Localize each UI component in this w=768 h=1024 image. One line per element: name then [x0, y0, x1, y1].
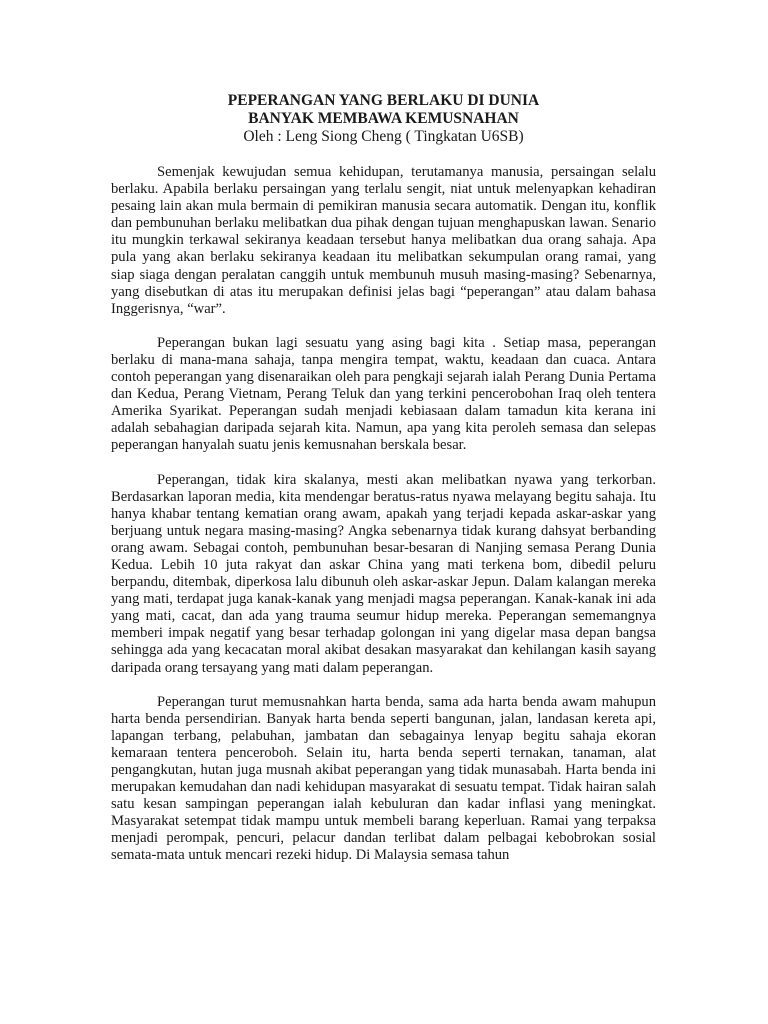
author-line: Oleh : Leng Siong Cheng ( Tingkatan U6SB): [243, 128, 524, 145]
paragraph-2: Peperangan bukan lagi sesuatu yang asing bagi kita . Setiap masa, peperangan berlaku di mana-mana sahaja, tanpa mengira tempat, waktu, keadaan dan cuaca. Antara contoh peperangan yang disenaraikan oleh para pengkaji sejarah ialah Perang Dunia Pertama dan Kedua, Perang Vietnam, Perang Teluk dan yang terkini pencerobohan Iraq oleh tentera Amerika Syarikat. Peperangan sudah menjadi kebiasaan dalam tamadun kita kerana ini adalah sebahagian daripada sejarah kita. Namun, apa yang kita peroleh semasa dan selepas peperangan hanyalah suatu jenis kemusnahan berskala besar.: [111, 334, 656, 454]
paragraph-1: Semenjak kewujudan semua kehidupan, terutamanya manusia, persaingan selalu berlaku. Apabila berlaku persaingan yang terlalu sengit, niat untuk melenyapkan kehadiran pesaing lain akan mula bermain di pemikiran manusia secara automatik. Dengan itu, konflik dan pembunuhan berlaku melibatkan dua pihak dengan tujuan menghapuskan lawan. Senario itu mungkin terkawal sekiranya keadaan tersebut hanya melibatkan dua orang sahaja. Apa pula yang akan berlaku sekiranya keadaan itu melibatkan sekumpulan orang ramai, yang siap siaga dengan peralatan canggih untuk membunuh musuh masing-masing? Sebenarnya, yang disebutkan di atas itu merupakan definisi jelas bagi “peperangan” atau dalam bahasa Inggerisnya, “war”.: [111, 164, 656, 317]
document-page: [111, 92, 656, 882]
paragraph-4: Peperangan turut memusnahkan harta benda, sama ada harta benda awam mahupun harta benda persendirian. Banyak harta benda seperti bangunan, jalan, landasan kereta api, lapangan terbang, pelabuhan, jambatan dan sebagainya lenyap begitu sahaja ekoran kemaraan tentera penceroboh. Selain itu, harta benda seperti ternakan, tanaman, alat pengangkutan, hutan juga musnah akibat peperangan yang tidak munasabah. Harta benda ini merupakan kemudahan dan nadi kehidupan masyarakat di sesuatu tempat. Tidak hairan salah satu kesan sampingan peperangan ialah kebuluran dan kadar inflasi yang meningkat. Masyarakat setempat tidak mampu untuk membeli barang keperluan. Ramai yang terpaksa menjadi perompak, pencuri, pelacur dandan terlibat dalam pelbagai kebobrokan sosial semata-mata untuk mencari rezeki hidup. Di Malaysia semasa tahun: [111, 693, 656, 864]
paragraph-3: Peperangan, tidak kira skalanya, mesti akan melibatkan nyawa yang terkorban. Berdasarkan laporan media, kita mendengar beratus-ratus nyawa melayang begitu sahaja. Itu hanya khabar tentang kematian orang awam, apakah yang terjadi kepada askar-askar yang berjuang untuk negara masing-masing? Angka sebenarnya tidak kurang dahsyat berbanding orang awam. Sebagai contoh, pembunuhan besar-besaran di Nanjing semasa Perang Dunia Kedua. Lebih 10 juta rakyat dan askar China yang mati terkena bom, dibedil peluru berpandu, ditembak, diperkosa lalu dibunuh oleh askar-askar Jepun. Dalam kalangan mereka yang mati, terdapat juga kanak-kanak yang menjadi magsa peperangan. Kanak-kanak ini ada yang mati, cacat, dan ada yang trauma seumur hidup mereka. Peperangan sememangnya memberi impak negatif yang besar terhadap golongan ini yang digelar masa depan bangsa sehingga ada yang kecacatan moral akibat desakan masyarakat dan kehilangan kasih sayang daripada orang tersayang yang mati dalam peperangan.: [111, 471, 656, 676]
title-line-2: BANYAK MEMBAWA KEMUSNAHAN: [248, 110, 519, 127]
title-line-1: PEPERANGAN YANG BERLAKU DI DUNIA: [227, 92, 540, 109]
